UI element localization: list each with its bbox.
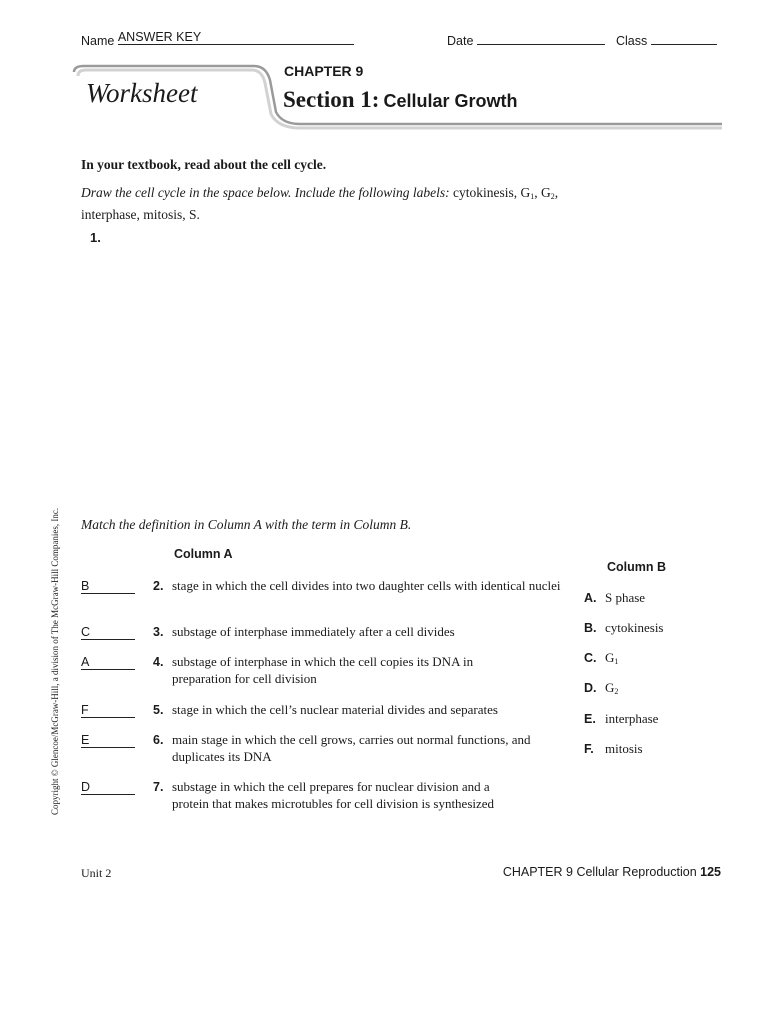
banner-frame	[0, 0, 768, 140]
name-value: ANSWER KEY	[117, 30, 202, 44]
match-instruction: Match the definition in Column A with the term in Column B.	[81, 517, 412, 532]
item-number: 7.	[153, 780, 164, 794]
term-c: C. $G_1$	[584, 650, 619, 666]
draw-instruction	[81, 184, 641, 224]
copyright-notice: Copyright © Glencoe/McGraw-Hill, a division of The McGraw-Hill Companies, Inc.	[50, 507, 60, 815]
page-number: 125	[700, 865, 721, 879]
answer-blank[interactable]: B	[81, 579, 135, 594]
footer-chapter-title: CHAPTER 9 Cellular Reproduction	[502, 865, 697, 879]
footer-chapter	[450, 865, 721, 879]
term-b: B. cytokinesis	[584, 620, 664, 635]
column-a-heading: Column A	[174, 547, 233, 561]
name-label: Name	[81, 34, 115, 48]
date-label: Date	[447, 34, 474, 48]
definition: substage of interphase immediately after a cell divides	[172, 624, 455, 639]
draw-labels-line2: interphase, mitosis, S.	[81, 207, 200, 222]
term-f: F. mitosis	[584, 741, 643, 756]
answer-blank[interactable]: A	[81, 655, 135, 670]
term-d: D. $G_2$	[584, 680, 619, 696]
drawing-area[interactable]	[81, 250, 721, 505]
match-row-6	[81, 733, 561, 773]
definition: substage in which the cell prepares for nuclear division and a protein that makes microtubles for cell division is synthesized	[172, 779, 495, 811]
answer-blank[interactable]: D	[81, 780, 135, 795]
section-number: Section 1:	[283, 87, 380, 112]
section-name: Cellular Growth	[383, 91, 518, 111]
item-number: 2.	[153, 579, 164, 593]
term-e: E. interphase	[584, 711, 659, 726]
definition: stage in which the cell divides into two daughter cells with identical nuclei	[172, 578, 561, 593]
term-a: A. S phase	[584, 590, 646, 605]
draw-prompt: Draw the cell cycle in the space below. Include the following labels:	[81, 185, 450, 200]
item-number: 5.	[153, 703, 164, 717]
item-number: 4.	[153, 655, 164, 669]
definition: stage in which the cell’s nuclear material divides and separates	[172, 702, 498, 717]
definition: main stage in which the cell grows, carries out normal functions, and duplicates its DNA	[172, 732, 531, 764]
column-b-heading: Column B	[607, 560, 667, 574]
item-number: 3.	[153, 625, 164, 639]
class-label: Class	[616, 34, 648, 48]
footer-unit: Unit 2	[81, 866, 112, 880]
match-row-4	[81, 655, 561, 695]
item-number: 6.	[153, 733, 164, 747]
draw-labels: cytokinesis, $G_1$, $G_2$,	[453, 185, 559, 201]
section-title	[283, 87, 517, 113]
chapter-label: CHAPTER 9	[284, 63, 364, 79]
answer-blank[interactable]: C	[81, 625, 135, 640]
match-row-7	[81, 780, 561, 820]
worksheet-title: Worksheet	[86, 78, 198, 108]
definition: substage of interphase in which the cell copies its DNA in preparation for cell division	[172, 654, 474, 686]
reading-instruction: In your textbook, read about the cell cycle.	[81, 157, 327, 172]
match-row-2	[81, 579, 561, 619]
question-1-number: 1.	[90, 230, 101, 245]
answer-blank[interactable]: E	[81, 733, 135, 748]
answer-blank[interactable]: F	[81, 703, 135, 718]
